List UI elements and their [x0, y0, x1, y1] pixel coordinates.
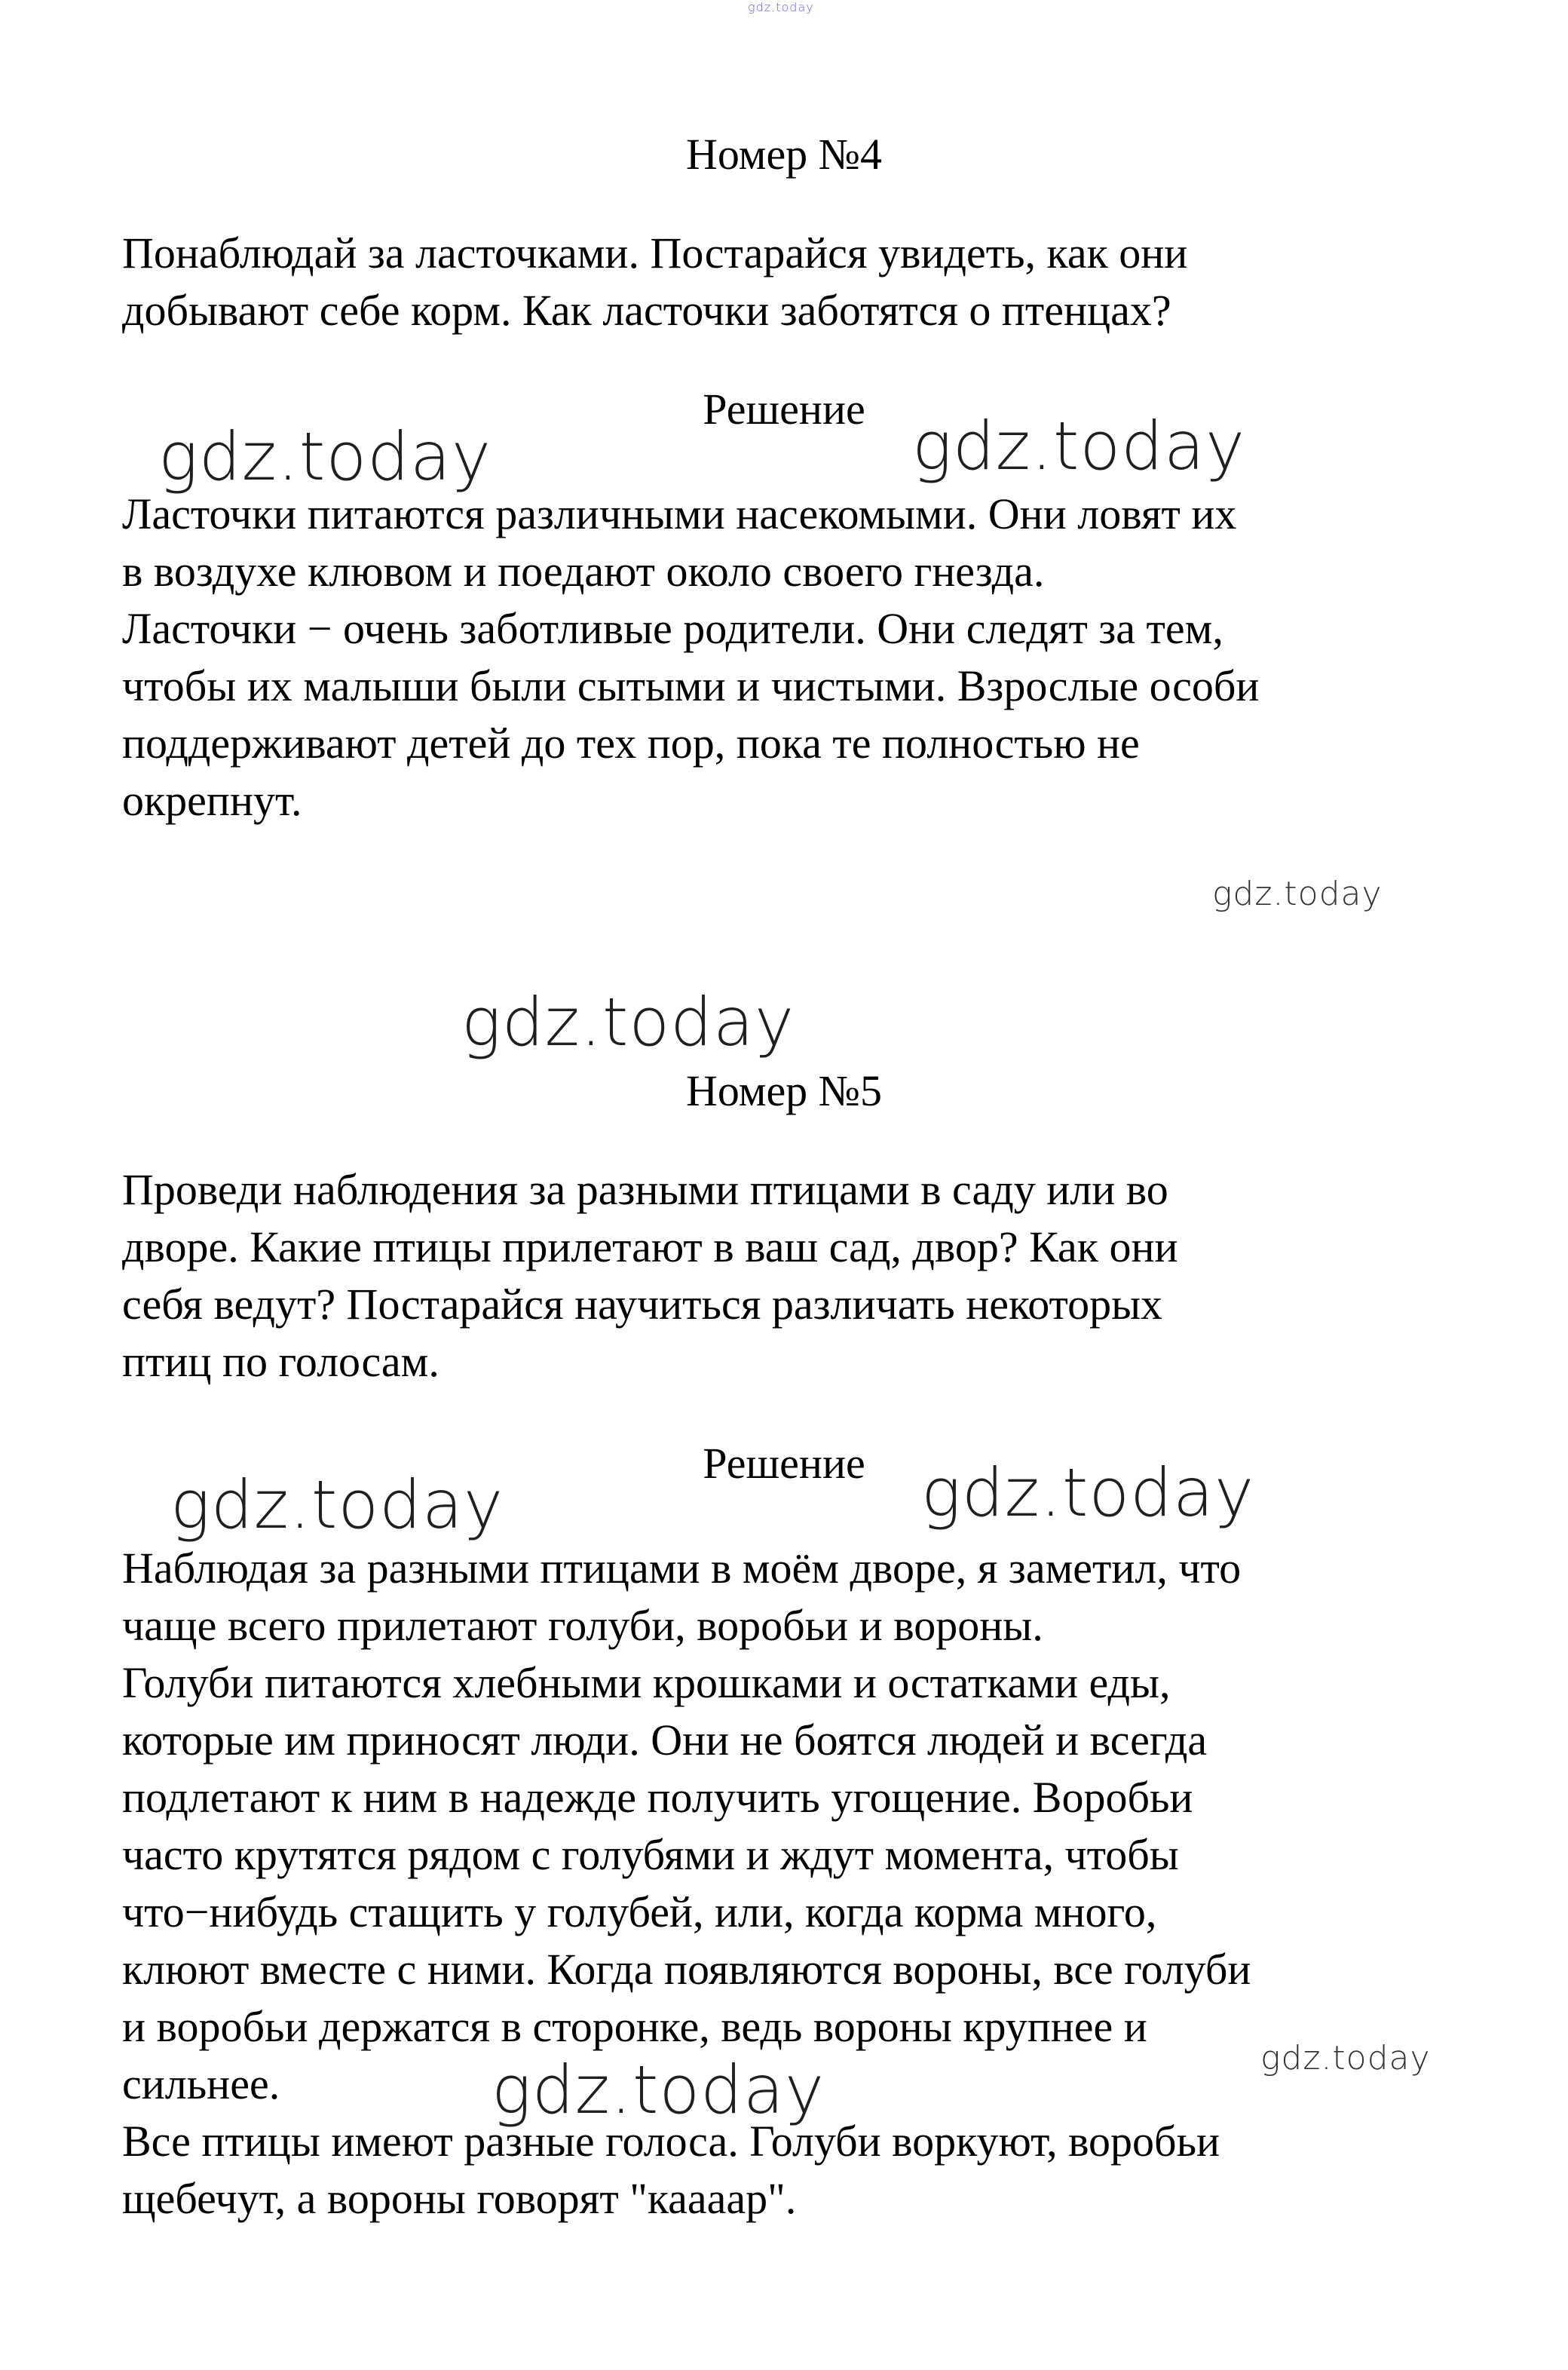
- watermark: gdz.today: [1260, 2039, 1431, 2077]
- question-line: Понаблюдай за ласточками. Постарайся увидеть, как они: [122, 228, 1188, 277]
- answer-line: Ласточки − очень заботливые родители. Они следят за тем,: [122, 604, 1223, 653]
- answer-line: сильнее.: [122, 2059, 280, 2108]
- answer-line: чаще всего прилетают голуби, воробьи и вороны.: [122, 1601, 1043, 1650]
- section-5-question: [122, 1161, 1524, 1390]
- question-line: добывают себе корм. Как ласточки заботятся о птенцах?: [122, 286, 1171, 335]
- question-line: дворе. Какие птицы прилетают в ваш сад, двор? Как они: [122, 1222, 1178, 1271]
- watermark: gdz.today: [461, 983, 795, 1061]
- section-4-title: Номер №4: [685, 130, 883, 179]
- question-line: себя ведут? Постарайся научиться различать некоторых: [122, 1280, 1163, 1329]
- section-5-solution-label: Решение: [703, 1439, 865, 1488]
- answer-line: Наблюдая за разными птицами в моём дворе, я заметил, что: [122, 1544, 1242, 1593]
- question-line: птиц по голосам.: [122, 1337, 439, 1386]
- answer-line: клюют вместе с ними. Когда появляются вороны, все голуби: [122, 1945, 1251, 1994]
- answer-line: Голуби питаются хлебными крошками и остатками еды,: [122, 1658, 1171, 1707]
- answer-line: щебечут, а вороны говорят "каааар".: [122, 2174, 797, 2223]
- answer-line: что−нибудь стащить у голубей, или, когда корма много,: [122, 1887, 1157, 1936]
- answer-line: чтобы их малыши были сытыми и чистыми. Взрослые особи: [122, 661, 1260, 710]
- answer-line: поддерживают детей до тех пор, пока те полностью не: [122, 719, 1140, 768]
- watermark: gdz.today: [912, 407, 1246, 485]
- watermark-top: gdz.today: [748, 0, 814, 14]
- answer-line: Ласточки питаются различными насекомыми. Они ловят их: [122, 489, 1237, 538]
- section-4-solution-label: Решение: [703, 385, 865, 434]
- answer-line: которые им приносят люди. Они не боятся людей и всегда: [122, 1715, 1208, 1764]
- answer-line: и воробьи держатся в сторонке, ведь вороны крупнее и: [122, 2002, 1147, 2051]
- watermark: gdz.today: [158, 418, 492, 495]
- answer-line: окрепнут.: [122, 776, 302, 825]
- section-5-title: Номер №5: [685, 1066, 883, 1115]
- answer-line: часто крутятся рядом с голубями и ждут момента, чтобы: [122, 1830, 1179, 1879]
- watermark: gdz.today: [921, 1454, 1255, 1531]
- watermark: gdz.today: [492, 2051, 825, 2129]
- watermark: gdz.today: [1212, 875, 1383, 913]
- section-4-answer: [122, 486, 1524, 829]
- section-4-question: [122, 225, 1524, 339]
- answer-line: подлетают к ним в надежде получить угощение. Воробьи: [122, 1773, 1193, 1822]
- question-line: Проведи наблюдения за разными птицами в саду или во: [122, 1165, 1168, 1214]
- watermark: gdz.today: [170, 1466, 504, 1544]
- answer-line: Все птицы имеют разные голоса. Голуби воркуют, воробьи: [122, 2117, 1220, 2166]
- answer-line: в воздухе клювом и поедают около своего гнезда.: [122, 547, 1045, 596]
